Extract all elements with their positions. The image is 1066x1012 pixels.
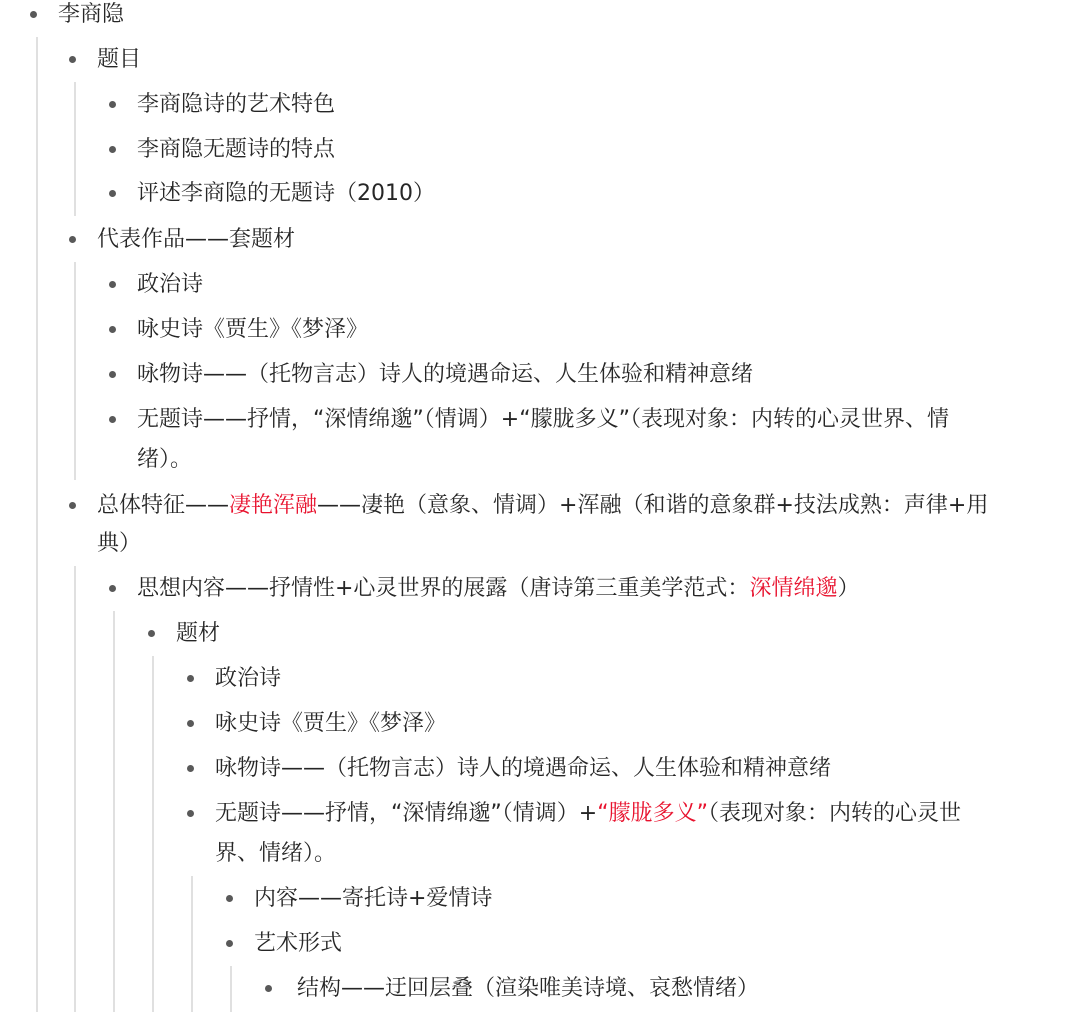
indent-guide-thought bbox=[113, 611, 115, 1012]
indent-guide-subject bbox=[152, 656, 154, 1012]
outline-item-topics[interactable] bbox=[97, 37, 141, 83]
overall-line-2: 典） bbox=[97, 531, 142, 556]
bullet-icon bbox=[226, 940, 233, 947]
works-untitled-line-2: 绪）。 bbox=[137, 447, 193, 472]
outline-item-topic-1[interactable] bbox=[137, 82, 335, 128]
subject-untitled-line-2: 界、情绪）。 bbox=[215, 841, 337, 866]
indent-guide-works bbox=[74, 262, 76, 480]
outline-item-subject-untitled-continued bbox=[215, 831, 336, 877]
bullet-icon bbox=[109, 585, 116, 592]
art-form-text: 艺术形式 bbox=[254, 931, 343, 956]
outline-item-works-untitled-continued bbox=[137, 437, 192, 483]
bullet-icon bbox=[265, 985, 272, 992]
subject-label: 题材 bbox=[176, 621, 221, 646]
subject-untitled-prefix: 无题诗——抒情，“深情绵邈”（情调）+ bbox=[215, 801, 598, 826]
outline-item-root[interactable] bbox=[58, 0, 124, 38]
subject-object-text: 咏物诗——（托物言志）诗人的境遇命运、人生体验和精神意绪 bbox=[215, 756, 832, 781]
bullet-icon bbox=[187, 720, 194, 727]
outline-item-subject-history[interactable] bbox=[215, 701, 446, 747]
topic-1-text: 李商隐诗的艺术特色 bbox=[137, 92, 336, 117]
bullet-icon bbox=[69, 236, 76, 243]
outline-item-thought[interactable] bbox=[137, 566, 859, 612]
outline-item-overall[interactable] bbox=[97, 483, 988, 529]
subject-political-text: 政治诗 bbox=[215, 666, 282, 691]
thought-prefix: 思想内容——抒情性+心灵世界的展露（唐诗第三重美学范式： bbox=[137, 576, 750, 601]
indent-guide-untitled bbox=[191, 876, 193, 1012]
works-untitled-line-1: 无题诗——抒情，“深情绵邈”（情调）+“朦胧多义”（表现对象：内转的心灵世界、情 bbox=[137, 407, 950, 432]
topic-3-text: 评述李商隐的无题诗（2010） bbox=[137, 181, 435, 206]
thought-highlight: 深情绵邈 bbox=[749, 576, 838, 601]
outline-item-overall-continued bbox=[97, 521, 141, 567]
topics-label: 题目 bbox=[97, 47, 142, 72]
overall-highlight: 凄艳浑融 bbox=[229, 493, 318, 518]
outline-item-works[interactable] bbox=[97, 217, 295, 263]
overall-prefix: 总体特征—— bbox=[97, 493, 230, 518]
outline-item-structure[interactable] bbox=[297, 966, 759, 1012]
bullet-icon bbox=[109, 281, 116, 288]
content-text: 内容——寄托诗+爱情诗 bbox=[254, 886, 493, 911]
indent-guide-level-1 bbox=[36, 37, 38, 1012]
outline-item-art-form[interactable] bbox=[254, 921, 342, 967]
bullet-icon bbox=[109, 416, 116, 423]
root-label: 李商隐 bbox=[58, 2, 125, 27]
bullet-icon bbox=[187, 675, 194, 682]
outline-item-topic-2[interactable] bbox=[137, 127, 335, 173]
bullet-icon bbox=[109, 146, 116, 153]
works-political-text: 政治诗 bbox=[137, 272, 204, 297]
bullet-icon bbox=[30, 11, 37, 18]
bullet-icon bbox=[109, 101, 116, 108]
bullet-icon bbox=[148, 630, 155, 637]
outline-item-works-untitled[interactable] bbox=[137, 397, 949, 443]
subject-untitled-highlight: “朦胧多义” bbox=[597, 801, 709, 826]
bullet-icon bbox=[69, 56, 76, 63]
outline-item-subject[interactable] bbox=[176, 611, 220, 657]
outline-item-content[interactable] bbox=[254, 876, 492, 922]
subject-history-text: 咏史诗《贾生》《梦泽》 bbox=[215, 711, 447, 736]
indent-guide-overall bbox=[74, 566, 76, 1012]
bullet-icon bbox=[226, 895, 233, 902]
outline-item-works-history[interactable] bbox=[137, 307, 368, 353]
bullet-icon bbox=[109, 326, 116, 333]
outline-item-topic-3[interactable] bbox=[137, 171, 435, 217]
overall-suffix: ——凄艳（意象、情调）+浑融（和谐的意象群+技法成熟：声律+用 bbox=[317, 493, 989, 518]
works-label: 代表作品——套题材 bbox=[97, 227, 296, 252]
bullet-icon bbox=[109, 190, 116, 197]
thought-suffix: ） bbox=[837, 576, 860, 601]
bullet-icon bbox=[187, 765, 194, 772]
indent-guide-topics bbox=[74, 82, 76, 216]
bullet-icon bbox=[109, 371, 116, 378]
works-object-text: 咏物诗——（托物言志）诗人的境遇命运、人生体验和精神意绪 bbox=[137, 362, 754, 387]
works-history-text: 咏史诗《贾生》《梦泽》 bbox=[137, 317, 369, 342]
outline-item-works-political[interactable] bbox=[137, 262, 203, 308]
outline-item-subject-political[interactable] bbox=[215, 656, 281, 702]
bullet-icon bbox=[187, 810, 194, 817]
indent-guide-art-form bbox=[230, 966, 232, 1012]
topic-2-text: 李商隐无题诗的特点 bbox=[137, 137, 336, 162]
bullet-icon bbox=[69, 502, 76, 509]
subject-untitled-suffix: （表现对象：内转的心灵世 bbox=[708, 801, 962, 826]
outline-item-works-object[interactable] bbox=[137, 352, 753, 398]
outline-item-subject-object[interactable] bbox=[215, 746, 831, 792]
structure-text: 结构——迂回层叠（渲染唯美诗境、哀愁情绪） bbox=[297, 976, 760, 1001]
